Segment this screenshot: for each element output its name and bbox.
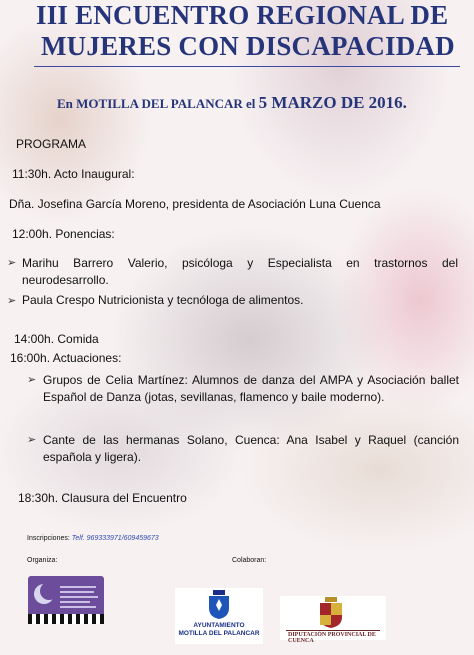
location-prefix: En MOTILLA DEL PALANCAR el xyxy=(57,96,256,111)
diputacion-rule xyxy=(286,630,380,631)
ponencias-heading: 12:00h. Ponencias: xyxy=(12,227,115,241)
ayuntamiento-logo xyxy=(175,588,263,644)
organiza-label: Organiza: xyxy=(27,557,58,564)
title-divider xyxy=(34,66,460,67)
ponencia-item: Marihu Barrero Valerio, psicóloga y Especialista en trastornos del neurodesarrollo. xyxy=(22,256,458,287)
comida: 14:00h. Comida xyxy=(14,332,99,346)
inscripciones-phones: Telf. 969333971/609459673 xyxy=(71,535,159,542)
actuacion-item: Cante de las hermanas Solano, Cuenca: Ana Isabel y Raquel (canción española y ligera). xyxy=(43,433,459,464)
organiza-logo xyxy=(28,576,104,624)
actuaciones-heading: 16:00h. Actuaciones: xyxy=(10,351,122,365)
moon-logo-icon xyxy=(34,584,54,604)
colaboran-label: Colaboran: xyxy=(232,557,267,564)
title-line-1: III ENCUENTRO REGIONAL DE xyxy=(36,0,449,30)
arrow-bullet-icon: ➢ xyxy=(7,295,17,307)
event-date: 5 MARZO DE 2016. xyxy=(258,93,407,112)
ayto-line-1: AYUNTAMIENTO xyxy=(193,622,245,629)
logo-stripe xyxy=(28,614,104,624)
inaugural-speaker: Dña. Josefina García Moreno, presidenta de Asociación Luna Cuenca xyxy=(9,197,381,211)
actuacion-item: Grupos de Celia Martínez: Alumnos de danza del AMPA y Asociación ballet Español de Danza (jotas, sevillanas, flamenco y baile moderno). xyxy=(43,373,459,404)
acto-inaugural: 11:30h. Acto Inaugural: xyxy=(12,167,135,181)
inscripciones-label: Inscripciones: xyxy=(27,535,70,542)
diputacion-logo xyxy=(280,596,386,644)
inscripciones xyxy=(27,535,159,542)
ayuntamiento-crest-icon xyxy=(207,590,231,620)
event-location xyxy=(57,93,407,113)
diputacion-text: DIPUTACIÓN PROVINCIAL DE CUENCA xyxy=(288,632,376,644)
title-line-2: MUJERES CON DISCAPACIDAD xyxy=(41,31,455,61)
arrow-bullet-icon: ➢ xyxy=(27,434,37,446)
ponencia-item: Paula Crespo Nutricionista y tecnóloga de alimentos. xyxy=(22,293,304,307)
arrow-bullet-icon: ➢ xyxy=(7,257,17,269)
arrow-bullet-icon: ➢ xyxy=(27,374,37,386)
programa-heading: PROGRAMA xyxy=(16,137,87,151)
diputacion-crest-icon xyxy=(318,597,344,629)
clausura: 18:30h. Clausura del Encuentro xyxy=(18,491,187,505)
ayto-line-2: MOTILLA DEL PALANCAR xyxy=(178,630,260,637)
